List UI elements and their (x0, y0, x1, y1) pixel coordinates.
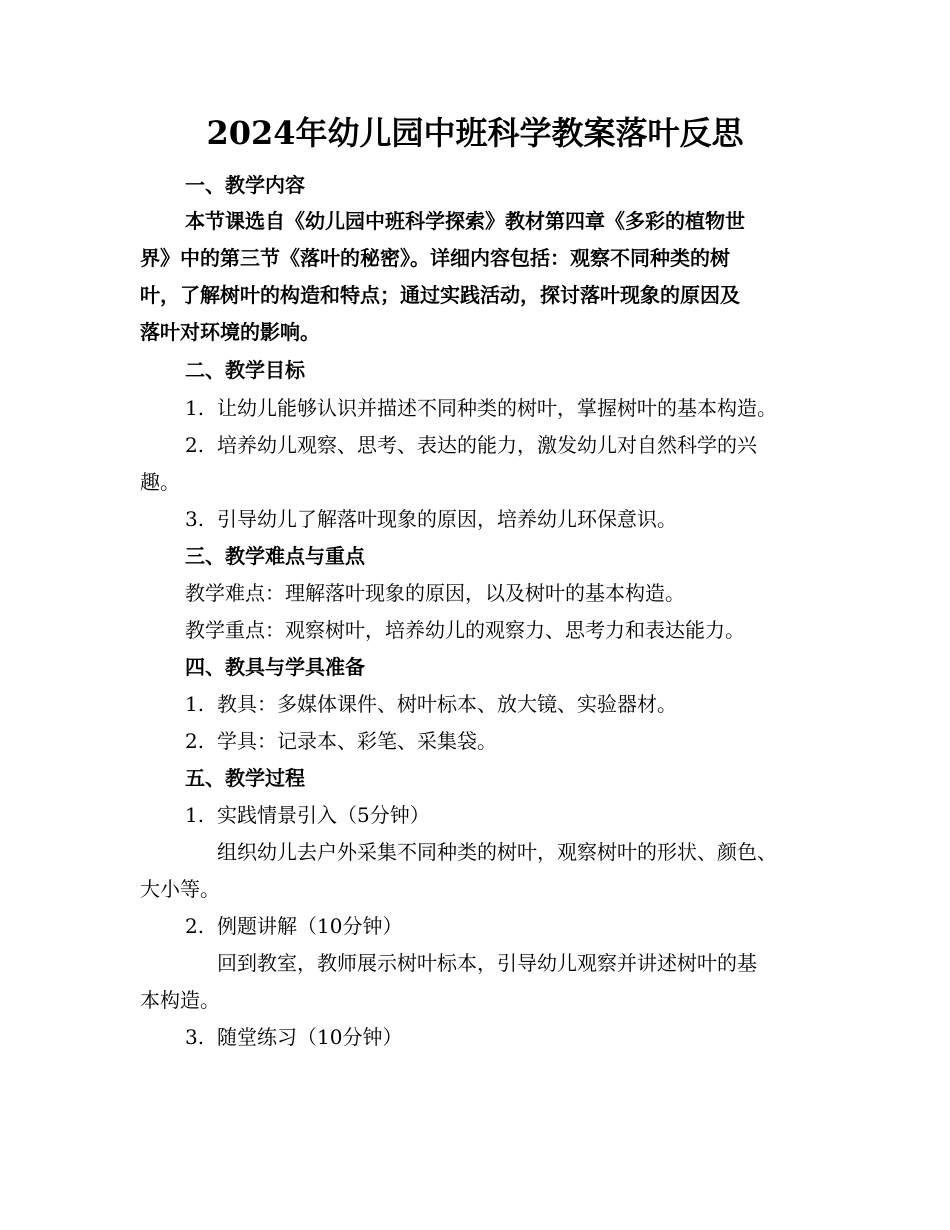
keypoint-line: 教学重点：观察树叶，培养幼儿的观察力、思考力和表达能力。 (185, 618, 745, 642)
item-number: 1. (185, 803, 205, 827)
item-text: 教具：多媒体课件、树叶标本、放大镜、实验器材。 (217, 692, 677, 716)
step-title: 例题讲解（10分钟） (217, 914, 403, 938)
material-item (185, 726, 497, 756)
item-text: 引导幼儿了解落叶现象的原因，培养幼儿环保意识。 (217, 507, 677, 531)
item-number: 2. (185, 729, 205, 753)
process-step-line: 本构造。 (140, 988, 220, 1012)
item-number: 1. (185, 692, 205, 716)
section-heading-content: 一、教学内容 (185, 173, 305, 197)
item-number: 3. (185, 507, 205, 531)
objective-item-continuation: 趣。 (140, 470, 180, 494)
step-title: 实践情景引入（5分钟） (217, 803, 430, 827)
objective-item (185, 504, 677, 534)
item-number: 1. (185, 396, 205, 420)
objective-item (185, 430, 757, 460)
process-step-line: 大小等。 (140, 877, 220, 901)
item-text: 让幼儿能够认识并描述不同种类的树叶，掌握树叶的基本构造。 (217, 396, 777, 420)
document-title: 2024年幼儿园中班科学教案落叶反思 (206, 114, 744, 152)
process-step-line: 组织幼儿去户外采集不同种类的树叶，观察树叶的形状、颜色、 (217, 840, 777, 864)
step-title: 随堂练习（10分钟） (217, 1025, 403, 1049)
content-paragraph-line: 界》中的第三节《落叶的秘密》。详细内容包括：观察不同种类的树 (140, 246, 730, 270)
item-number: 3. (185, 1025, 205, 1049)
section-heading-process: 五、教学过程 (185, 766, 305, 790)
item-number: 2. (185, 433, 205, 457)
difficulty-line: 教学难点：理解落叶现象的原因，以及树叶的基本构造。 (185, 581, 685, 605)
section-heading-difficulties: 三、教学难点与重点 (185, 544, 365, 568)
section-heading-materials: 四、教具与学具准备 (185, 655, 365, 679)
item-text: 学具：记录本、彩笔、采集袋。 (217, 729, 497, 753)
process-step-title (185, 1022, 402, 1052)
process-step-title (185, 911, 402, 941)
item-text: 培养幼儿观察、思考、表达的能力，激发幼儿对自然科学的兴 (217, 433, 757, 457)
content-paragraph-line: 本节课选自《幼儿园中班科学探索》教材第四章《多彩的植物世 (185, 209, 745, 233)
material-item (185, 689, 677, 719)
item-number: 2. (185, 914, 205, 938)
process-step-title (185, 800, 430, 830)
content-paragraph-line: 叶，了解树叶的构造和特点；通过实践活动，探讨落叶现象的原因及 (140, 283, 740, 307)
objective-item (185, 393, 777, 423)
content-paragraph-line: 落叶对环境的影响。 (140, 320, 320, 344)
process-step-line: 回到教室，教师展示树叶标本，引导幼儿观察并讲述树叶的基 (217, 951, 757, 975)
section-heading-objectives: 二、教学目标 (185, 358, 305, 382)
